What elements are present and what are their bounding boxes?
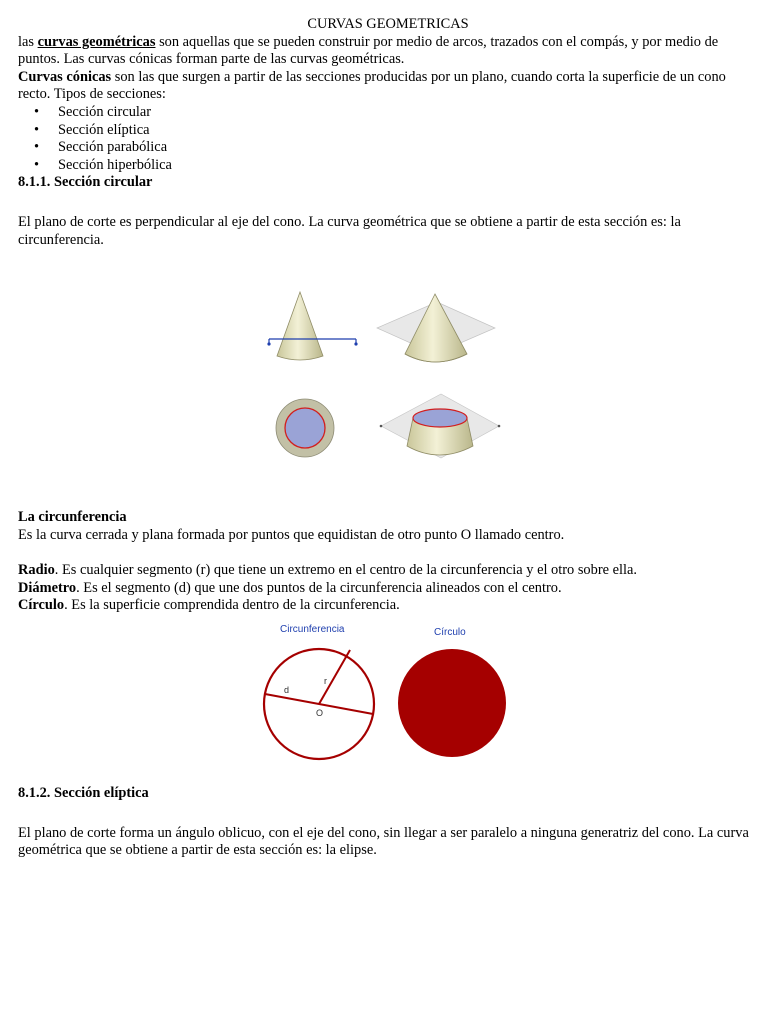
circumference-diagram — [264, 649, 374, 759]
circulo-text: . Es la superficie comprendida dentro de la circunferencia. — [64, 597, 400, 614]
label-r: r — [324, 676, 327, 686]
diametro-text: . Es el segmento (d) que une dos puntos de la circunferencia alineados con el centro. — [76, 579, 562, 596]
document-page — [18, 16, 758, 249]
intro-paragraph-1 — [18, 34, 758, 69]
list-item: • Sección elíptica — [58, 122, 758, 140]
radio-term: Radio — [18, 562, 55, 579]
spacer — [18, 544, 758, 562]
label-circulo: Círculo — [434, 627, 466, 638]
cone-with-plane — [377, 294, 495, 362]
radio-paragraph — [18, 562, 758, 580]
circunferencia-text: Es la curva cerrada y plana formada por puntos que equidistan de otro punto O llamado centro. — [18, 526, 565, 543]
label-d: d — [284, 685, 290, 695]
circunferencia-circulo-figure — [255, 620, 525, 770]
diametro-term: Diámetro — [18, 579, 77, 596]
page-title — [18, 16, 758, 34]
spacer — [18, 192, 758, 214]
cone-side-view — [267, 292, 357, 360]
list-item: • Sección parabólica — [58, 139, 758, 157]
label-o: O — [316, 708, 324, 718]
circunferencia-section — [18, 509, 758, 615]
intro-text-b: son aquellas que se pueden construir por medio de arcos, trazados con el compás, y por medio de puntos. Las curvas cónicas forman parte de las curvas geométricas. — [18, 33, 719, 68]
cut-cone-with-plane — [380, 394, 501, 458]
diametro-paragraph — [18, 580, 758, 598]
list-item: • Sección hiperbólica — [58, 157, 758, 175]
circular-section-top-view — [276, 399, 334, 457]
section-811-heading: 8.1.1. Sección circular — [18, 174, 153, 191]
circunferencia-heading: La circunferencia — [18, 509, 127, 525]
section-812-heading: 8.1.2. Sección elíptica — [18, 785, 149, 801]
sections-list — [18, 104, 758, 174]
section-812 — [18, 785, 758, 860]
title-text: CURVAS GEOMETRICAS — [307, 16, 469, 32]
section-812-text: El plano de corte forma un ángulo oblicuo, con el eje del cono, sin llegar a ser paralelo a ninguna generatriz del cono. La curva geométrica que se obtiene a partir de esta sección es: la elipse. — [18, 824, 749, 859]
label-circunferencia: Circunferencia — [280, 624, 345, 635]
filled-circle — [398, 649, 506, 757]
curvas-conicas-term: Curvas cónicas — [18, 68, 112, 85]
list-item: • Sección circular — [58, 104, 758, 122]
section-811-text: El plano de corte es perpendicular al eje del cono. La curva geométrica que se obtiene a partir de esta sección es: la circunferencia. — [18, 213, 681, 248]
circulo-paragraph — [18, 597, 758, 615]
curvas-geometricas-link[interactable]: curvas geométricas — [37, 33, 156, 50]
spacer — [18, 803, 758, 825]
radio-text: . Es cualquier segmento (r) que tiene un extremo en el centro de la circunferencia y el otro sobre ella. — [54, 562, 637, 579]
intro-paragraph-2 — [18, 69, 758, 104]
circulo-term: Círculo — [18, 597, 65, 614]
intro-text-c: son las que surgen a partir de las secciones producidas por un plano, cuando corta la superficie de un cono recto. Tipos de secciones: — [18, 68, 726, 103]
intro-text-a: las — [18, 33, 38, 50]
cone-sections-figure — [263, 288, 503, 466]
